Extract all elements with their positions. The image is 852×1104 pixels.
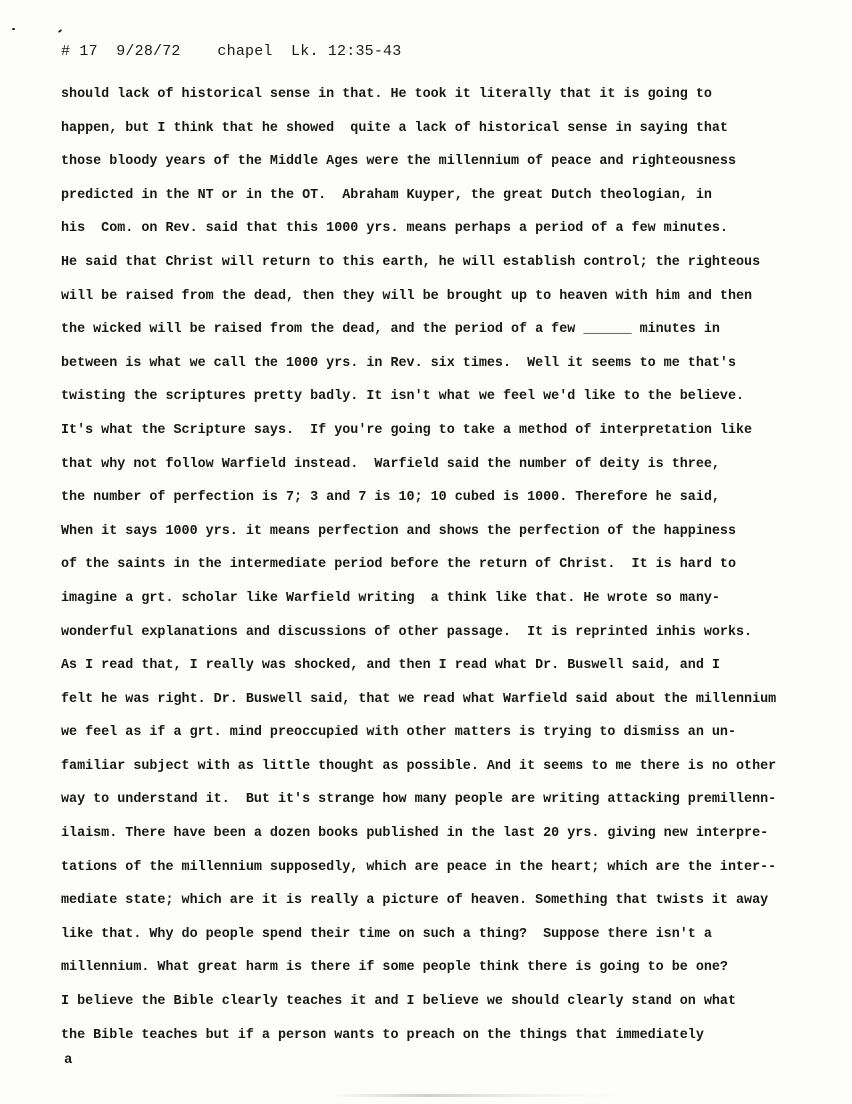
text-line: As I read that, I really was shocked, and then I read what Dr. Buswell said, and I [61, 658, 720, 674]
text-line: that why not follow Warfield instead. Warfield said the number of deity is three, [61, 456, 720, 472]
document-header: # 17 9/28/72 chapel Lk. 12:35-43 [61, 43, 402, 60]
text-line: twisting the scriptures pretty badly. It isn't what we feel we'd like to the believe. [61, 389, 745, 405]
text-line: between is what we call the 1000 yrs. in Rev. six times. Well it seems to me that's [61, 355, 736, 371]
text-line: He said that Christ will return to this earth, he will establish control; the righteous [61, 254, 761, 270]
scan-speck [12, 28, 15, 30]
text-line: familiar subject with as little thought as possible. And it seems to me there is no other [61, 758, 777, 774]
text-line: of the saints in the intermediate period before the return of Christ. It is hard to [61, 557, 736, 573]
text-line: those bloody years of the Middle Ages were the millennium of peace and righteousness [61, 154, 736, 170]
text-line: the Bible teaches but if a person wants to preach on the things that immediately [61, 1027, 704, 1043]
text-line: millennium. What great harm is there if some people think there is going to be one? [61, 960, 728, 976]
text-line: tations of the millennium supposedly, which are peace in the heart; which are the inter-- [61, 859, 777, 875]
text-line: mediate state; which are it is really a picture of heaven. Something that twists it away [61, 893, 769, 909]
text-line: ilaism. There have been a dozen books published in the last 20 yrs. giving new interpre- [61, 826, 769, 842]
text-line: the number of perfection is 7; 3 and 7 is 10; 10 cubed is 1000. Therefore he said, [61, 490, 720, 506]
text-line: should lack of historical sense in that. He took it literally that it is going to [61, 87, 712, 102]
text-line: his Com. on Rev. said that this 1000 yrs. means perhaps a period of a few minutes. [61, 221, 728, 237]
document-body [61, 78, 831, 1052]
text-line: way to understand it. But it's strange how many people are writing attacking premillenn- [61, 792, 777, 808]
text-line: It's what the Scripture says. If you're going to take a method of interpretation like [61, 422, 753, 438]
text-line: the wicked will be raised from the dead, and the period of a few ______ minutes in [61, 322, 720, 338]
text-line: wonderful explanations and discussions of other passage. It is reprinted inhis works. [61, 624, 753, 640]
text-line: we feel as if a grt. mind preoccupied with other matters is trying to dismiss an un- [61, 725, 736, 741]
text-line: predicted in the NT or in the OT. Abraham Kuyper, the great Dutch theologian, in [61, 187, 712, 203]
text-line: like that. Why do people spend their time on such a thing? Suppose there isn't a [61, 926, 712, 942]
text-line: felt he was right. Dr. Buswell said, that we read what Warfield said about the millennium [61, 691, 777, 707]
text-line: When it says 1000 yrs. it means perfection and shows the perfection of the happiness [61, 523, 736, 539]
text-line: I believe the Bible clearly teaches it and I believe we should clearly stand on what [61, 994, 736, 1010]
text-line: will be raised from the dead, then they will be brought up to heaven with him and then [61, 288, 753, 304]
scan-speck [58, 29, 62, 33]
text-line: imagine a grt. scholar like Warfield writing a think like that. He wrote so many- [61, 590, 720, 606]
scan-smudge [330, 1094, 620, 1097]
text-line: happen, but I think that he showed quite a lack of historical sense in saying that [61, 120, 728, 136]
page-footer-mark: a [64, 1052, 73, 1068]
